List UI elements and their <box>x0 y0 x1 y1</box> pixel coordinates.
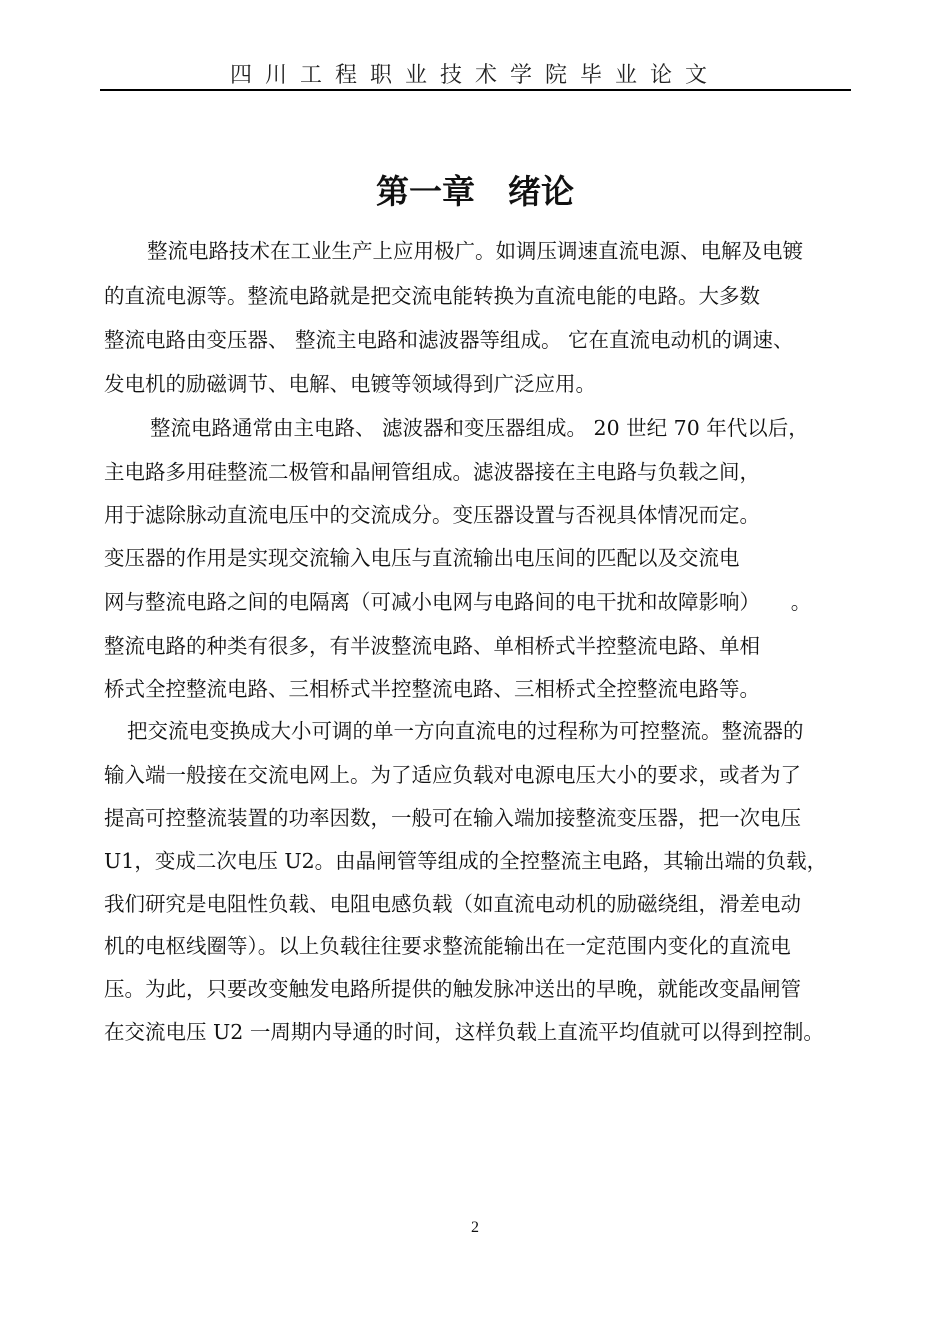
text-line: 用于滤除脉动直流电压中的交流成分。变压器设置与否视具体情况而定。 <box>104 503 760 527</box>
text-line: 我们研究是电阻性负载、电阻电感负载（如直流电动机的励磁绕组，滑差电动 <box>104 892 801 916</box>
chapter-title: 第一章 绪论 <box>376 172 574 211</box>
text-line: 输入端一般接在交流电网上。为了适应负载对电源电压大小的要求，或者为了 <box>104 763 801 787</box>
text-line: 桥式全控整流电路、三相桥式半控整流电路、三相桥式全控整流电路等。 <box>104 677 760 701</box>
text-line: 网与整流电路之间的电隔离（可减小电网与电路间的电干扰和故障影响） 。 <box>104 590 812 614</box>
text-line: 整流电路由变压器、 整流主电路和滤波器等组成。 它在直流电动机的调速、 <box>104 328 794 352</box>
text-line: U1，变成二次电压 U2。由晶闸管等组成的全控整流主电路，其输出端的负载， <box>104 849 828 873</box>
text-line: 在交流电压 U2 一周期内导通的时间，这样负载上直流平均值就可以得到控制。 <box>104 1020 824 1044</box>
text-line: 整流电路通常由主电路、 滤波器和变压器组成。 20 世纪 70 年代以后， <box>150 416 809 440</box>
text-line: 变压器的作用是实现交流输入电压与直流输出电压间的匹配以及交流电 <box>104 546 740 570</box>
text-line: 整流电路的种类有很多，有半波整流电路、单相桥式半控整流电路、单相 <box>104 634 760 658</box>
text-line: 机的电枢线圈等）。以上负载往往要求整流能输出在一定范围内变化的直流电 <box>104 934 791 958</box>
text-line: 发电机的励磁调节、电解、电镀等领域得到广泛应用。 <box>104 372 596 396</box>
text-line: 主电路多用硅整流二极管和晶闸管组成。滤波器接在主电路与负载之间， <box>104 460 760 484</box>
text-line: 提高可控整流装置的功率因数，一般可在输入端加接整流变压器，把一次电压 <box>104 806 801 830</box>
text-line: 的直流电源等。整流电路就是把交流电能转换为直流电能的电路。大多数 <box>104 284 760 308</box>
header-rule <box>100 89 851 91</box>
text-line: 整流电路技术在工业生产上应用极广。如调压调速直流电源、电解及电镀 <box>147 239 803 263</box>
running-header: 四川工程职业技术学院毕业论文 <box>229 63 720 88</box>
text-line: 把交流电变换成大小可调的单一方向直流电的过程称为可控整流。整流器的 <box>127 719 804 743</box>
text-line: 压。为此，只要改变触发电路所提供的触发脉冲送出的早晚，就能改变晶闸管 <box>104 977 801 1001</box>
page-number: 2 <box>471 1219 479 1236</box>
